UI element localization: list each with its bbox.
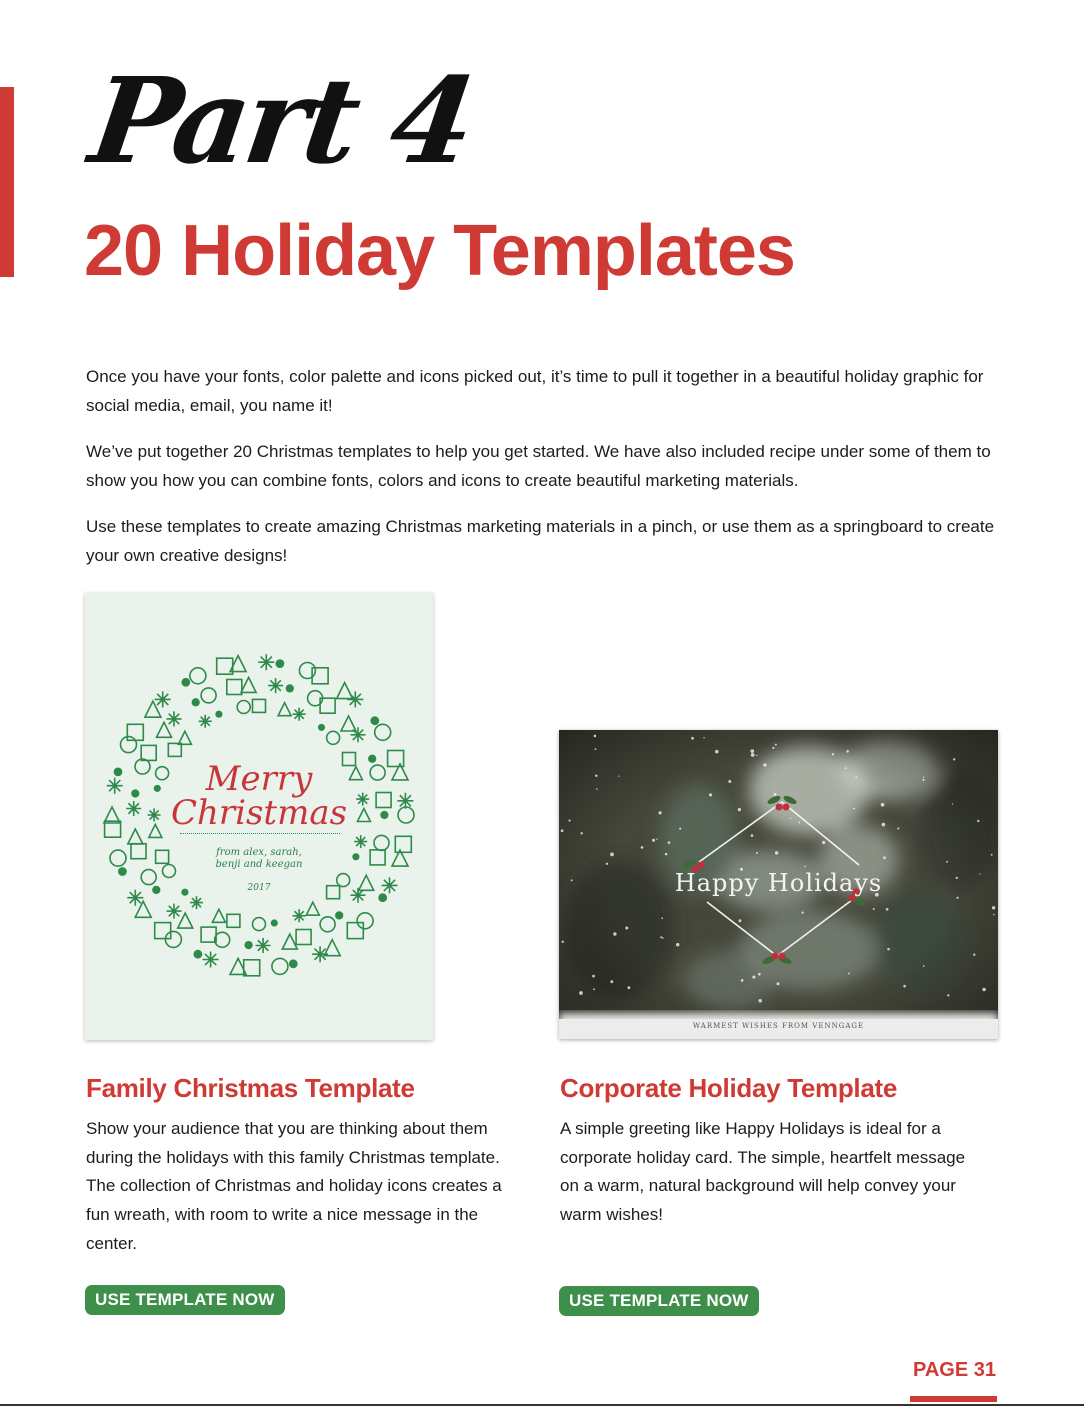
snowflake: [728, 780, 731, 783]
snowflake: [606, 863, 608, 865]
snowflake: [660, 936, 662, 938]
snowflake: [897, 827, 899, 829]
snowflake: [973, 954, 975, 956]
snowflake: [953, 758, 955, 760]
wreath-icon: [357, 913, 373, 929]
wreath-icon: [370, 716, 379, 725]
snowflake: [923, 777, 924, 778]
wreath-icon: [293, 708, 306, 721]
wreath-icon: [237, 701, 250, 714]
snowflake: [848, 973, 850, 975]
wreath-icon: [201, 927, 216, 942]
snowflake: [952, 803, 953, 804]
wreath-icon: [351, 727, 366, 742]
snowflake: [691, 737, 694, 740]
snowflake: [992, 906, 995, 909]
snowflake: [739, 919, 742, 922]
snowflake: [790, 818, 791, 819]
snowflake: [883, 856, 886, 859]
snowflake: [758, 999, 762, 1003]
snowflake: [993, 914, 995, 916]
wreath-icon: [194, 950, 203, 959]
snowflake: [887, 948, 890, 951]
corporate-use-template-button[interactable]: USE TEMPLATE NOW: [559, 1286, 759, 1316]
snowflake: [610, 980, 613, 983]
snowflake: [804, 866, 806, 868]
wreath-icon: [268, 678, 283, 693]
wreath-icon: [278, 703, 291, 716]
wreath-icon: [293, 909, 306, 922]
wreath-icon: [135, 901, 151, 917]
family-use-template-button[interactable]: USE TEMPLATE NOW: [85, 1285, 285, 1315]
wreath-icon: [296, 930, 311, 945]
wreath-icon: [215, 711, 222, 718]
wreath-icon: [341, 716, 356, 731]
wreath-icon: [241, 677, 256, 692]
snowflake: [618, 776, 619, 777]
corporate-template-title: Corporate Holiday Template: [560, 1073, 898, 1103]
intro-text: [86, 362, 1006, 587]
snowflake: [756, 755, 757, 756]
snowflake: [801, 911, 803, 913]
snowflake: [923, 965, 925, 967]
wreath-icon: [306, 902, 319, 915]
intro-paragraph: Once you have your fonts, color palette and icons picked out, it’s time to pull it together in a beautiful holiday graphic for social media, email, you name it!: [86, 367, 984, 415]
snowflake: [561, 829, 564, 832]
snowflake: [772, 747, 774, 749]
wreath-icon: [337, 683, 353, 699]
accent-bar: [0, 87, 14, 277]
snowflake: [703, 737, 704, 738]
page-number: PAGE 31: [913, 1359, 996, 1381]
wreath-icon: [253, 699, 266, 712]
snowflake: [595, 748, 597, 750]
wreath-icon: [190, 896, 203, 909]
wreath-icon: [227, 914, 240, 927]
snowflake: [715, 750, 719, 754]
wreath-icon: [378, 893, 387, 902]
snowflake: [832, 753, 834, 755]
snowflake: [596, 788, 598, 790]
snowflake: [946, 861, 948, 863]
intro-paragraph: We’ve put together 20 Christmas templates to help you get started. We have also included recipe under some of them to show you how you can combine fonts, colors and icons to create beautiful marketing materials.: [86, 442, 991, 490]
snowflake: [665, 853, 668, 856]
wreath-icon: [178, 731, 191, 744]
snowflake: [977, 820, 979, 822]
intro-paragraph: Use these templates to create amazing Christmas marketing materials in a pinch, or use them as a springboard to create your own creative designs!: [86, 517, 995, 565]
family-template-title: Family Christmas Template: [86, 1073, 415, 1103]
wreath-icon: [167, 711, 182, 726]
snowflake: [676, 943, 679, 946]
snowflake: [846, 750, 849, 753]
snowflake: [886, 908, 889, 911]
snowflake: [594, 735, 597, 738]
snowflake: [662, 937, 664, 939]
snowflake: [991, 854, 993, 856]
wreath-icon: [272, 958, 288, 974]
preview-heading-line2: Christmas: [170, 793, 348, 833]
preview-from-line1: from alex, sarah,: [216, 847, 302, 858]
wreath-icon: [127, 724, 143, 740]
snowflake: [956, 897, 958, 899]
snowflake: [658, 811, 661, 814]
snowflake: [750, 749, 754, 753]
wreath-icon: [312, 946, 328, 962]
wreath-icon: [178, 913, 193, 928]
snowflake: [679, 828, 681, 830]
snowflake: [903, 985, 906, 988]
family-template-description: Show your audience that you are thinking about them during the holidays with this family Christmas template. The collection of Christmas and holiday icons creates a fun wreath, with room to write a nice message in the center.: [86, 1119, 502, 1253]
snowflake: [822, 841, 825, 844]
family-template-preview[interactable]: [85, 593, 433, 1040]
snowflake: [661, 917, 663, 919]
snowflake: [610, 853, 614, 857]
part-label: Part 4: [82, 51, 481, 190]
snowflake: [751, 834, 754, 837]
wreath-icon: [227, 680, 242, 695]
wreath-icon: [215, 932, 230, 947]
snowflake: [881, 803, 885, 807]
snowflake: [855, 776, 857, 778]
snowflake: [774, 793, 777, 796]
snowflake: [741, 979, 744, 982]
snowflake: [751, 753, 755, 757]
wreath-icon: [121, 737, 137, 753]
wreath-icon: [335, 911, 343, 919]
corporate-template-preview[interactable]: [559, 730, 998, 1039]
wreath-icon: [347, 691, 363, 707]
preview-greeting: Happy Holidays: [674, 869, 883, 897]
snowflake: [756, 852, 758, 854]
wreath-icon: [299, 663, 315, 679]
snowflake: [853, 808, 855, 810]
page-number-underline: [910, 1396, 997, 1402]
snowflake: [579, 991, 583, 995]
snowflake: [613, 932, 616, 935]
wreath-icon: [203, 952, 219, 968]
snowflake: [641, 846, 644, 849]
wreath-icon: [347, 923, 363, 939]
wreath-icon: [375, 724, 391, 740]
corporate-template-description: A simple greeting like Happy Holidays is ideal for a corporate holiday card. The simple, heartfelt message on a warm, natural background will help convey your warm wishes!: [560, 1119, 966, 1225]
snowflake: [625, 926, 628, 929]
preview-year: 2017: [247, 883, 271, 893]
wreath-icon: [165, 931, 181, 947]
snowflake: [593, 988, 595, 990]
page-title: 20 Holiday Templates: [84, 211, 795, 291]
wreath-icon: [276, 659, 285, 668]
wreath-icon: [256, 938, 271, 953]
wreath-icon: [212, 909, 225, 922]
wreath-icon: [312, 668, 328, 684]
wreath-icon: [181, 678, 190, 687]
wreath-icon: [190, 668, 206, 684]
preview-divider: [180, 833, 340, 834]
wreath-icon: [271, 919, 278, 926]
snowflake: [882, 823, 886, 827]
snowflake: [652, 839, 655, 842]
snowflake: [668, 841, 671, 844]
snowflake: [758, 973, 761, 976]
preview-heading-line1: Merry: [205, 759, 313, 799]
snowflake: [845, 767, 847, 769]
snowflake: [595, 774, 597, 776]
wreath-icon: [201, 688, 216, 703]
snowflake: [580, 832, 582, 834]
snowflake: [775, 744, 777, 746]
wreath-icon: [320, 917, 335, 932]
wreath-icon: [282, 934, 297, 949]
snowflake: [569, 820, 571, 822]
snowflake: [873, 908, 875, 910]
snowflake: [947, 994, 949, 996]
wreath-icon: [324, 940, 340, 956]
snowflake: [627, 986, 630, 989]
wreath-icon: [327, 731, 340, 744]
wreath-icon: [258, 654, 274, 670]
wreath-icon: [289, 959, 298, 968]
snowflake: [752, 976, 755, 979]
wreath-icon: [168, 743, 181, 756]
snowflake: [738, 808, 741, 811]
snowflake: [922, 779, 924, 781]
preview-footer-text: WARMEST WISHES FROM VENNGAGE: [692, 1022, 865, 1030]
snowflake: [592, 975, 595, 978]
snowflake: [798, 822, 800, 824]
snowflake: [775, 851, 778, 854]
snowflake: [777, 982, 780, 985]
snowflake: [562, 941, 564, 943]
wreath-icon: [199, 715, 212, 728]
snowflake: [656, 839, 657, 840]
snowflake: [982, 988, 985, 991]
snowflake: [709, 793, 712, 796]
snowflake: [763, 763, 766, 766]
bottom-divider: [0, 1404, 1084, 1406]
wreath-icon: [253, 918, 266, 931]
wreath-icon: [318, 724, 325, 731]
wreath-icon: [155, 923, 171, 939]
preview-from-line2: benji and keegan: [215, 859, 303, 870]
wreath-icon: [192, 698, 200, 706]
wreath-icon: [155, 691, 171, 707]
wreath-icon: [167, 904, 182, 919]
wreath-icon: [244, 941, 252, 949]
wreath-icon: [286, 684, 294, 692]
